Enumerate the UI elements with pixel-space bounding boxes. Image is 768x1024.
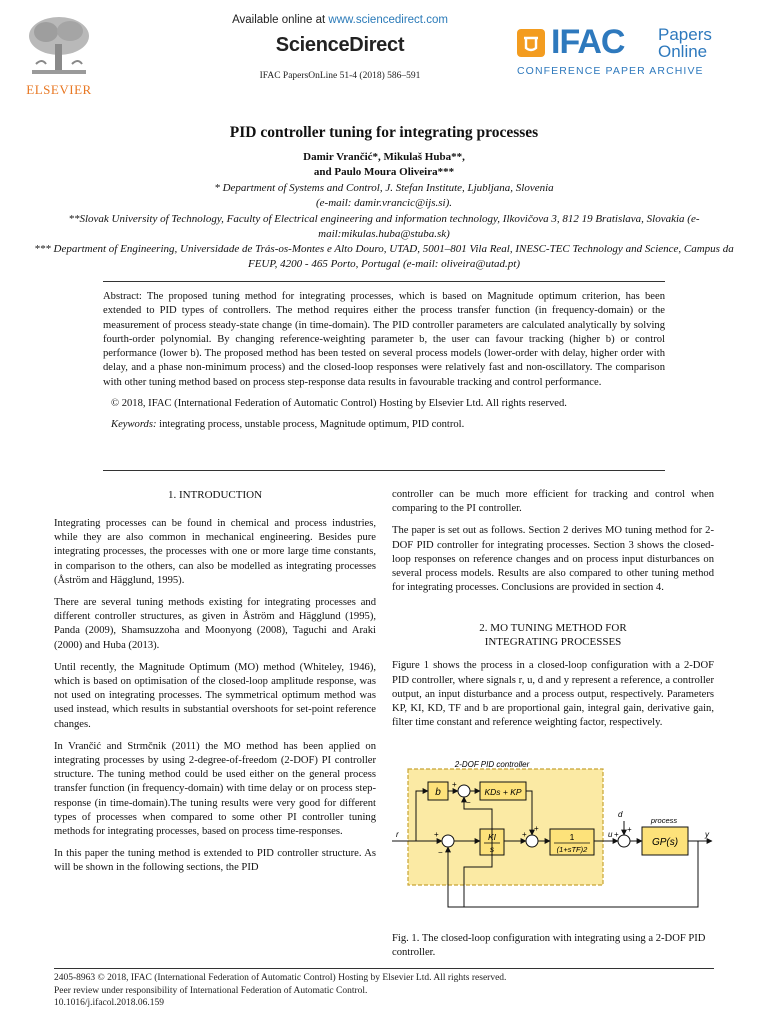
svg-text:+: +	[452, 780, 457, 789]
sum-junction-3	[526, 835, 538, 847]
abstract-copyright: © 2018, IFAC (International Federation of Automatic Control) Hosting by Elsevier Ltd. All rights reserved.	[111, 398, 567, 410]
abstract-text: Abstract: The proposed tuning method for integrating processes, which is based on Magnitude optimum criterion, has been extended to PID types of controllers. The method requires either the process transfer function (in frequency-domain) or the measurement of process steady-state change (in time-domain). The PID controller parameters are calculated analytically by solving fourth-order polynomial. By changing reference-weighting parameter b, the user can favour tracking (higher b) or control performance (lower b). The proposed method has been tested on several process models (lower-order with delay, higher order with delay, and a phase non-minimum process) and the closed-loop responses were relatively fast and non-oscillatory. The comparison with other tuning method based on process step-response data results in favourable tracking and control performance.	[103, 291, 665, 388]
ifac-wordmark: IFAC	[551, 23, 625, 61]
affiliation-3: *** Department of Engineering, Universidade de Trás-os-Montes e Alto Douro, UTAD, 5001–801 Vila Real, INESC-TEC Technology and Science, Campus da FEUP, 4200 - 465 Porto, Portugal (e-mail: oliveira@utad.pt)	[34, 243, 734, 271]
page-footer	[54, 968, 714, 1010]
right-paragraph-3: Figure 1 shows the process in a closed-loop configuration with a 2-DOF PID controller, where signals r, u, d and y represent a reference, a controller output, an input disturbance and a process output, respectively. Parameters KP, KI, KD, TF and b are proportional gain, integral gain, derivative gain, filter time constant and reference weighting factor, respectively.	[392, 660, 714, 729]
svg-text:−: −	[466, 798, 471, 807]
footer-copyright: 2405-8963 © 2018, IFAC (International Federation of Automatic Control) Hosting by Elsevier Ltd. All rights reserved.	[54, 973, 507, 983]
keywords-list: integrating process, unstable process, Magnitude optimum, PID control.	[156, 419, 465, 431]
available-online: Available online at www.sciencedirect.com	[232, 14, 448, 26]
footer-doi[interactable]: 10.1016/j.ifacol.2018.06.159	[54, 998, 165, 1008]
affiliation-1-email: (e-mail: damir.vrancic@ijs.si).	[316, 197, 452, 210]
ifac-archive: CONFERENCE PAPER ARCHIVE	[517, 65, 704, 77]
paper-title: PID controller tuning for integrating processes	[229, 124, 539, 141]
sum-junction-disturbance	[618, 835, 630, 847]
left-column	[54, 488, 376, 884]
process-block-label: GP(s)	[651, 837, 679, 848]
svg-text:+: +	[434, 830, 439, 839]
journal-citation: IFAC PapersOnLine 51-4 (2018) 586–591	[259, 71, 421, 81]
signal-u: u	[608, 830, 613, 839]
intro-paragraph-5: In this paper the tuning method is extended to PID controller structure. As will be shown in the following sections, the PID	[54, 848, 376, 874]
section-heading-introduction: 1. INTRODUCTION	[167, 489, 263, 501]
kp-kd-block-label: KDs + KP	[484, 787, 522, 797]
ki-block-num: KI	[487, 832, 497, 842]
process-label: process	[650, 816, 678, 825]
abstract-section	[103, 281, 665, 471]
figure-1-block-diagram	[392, 757, 714, 932]
intro-paragraph-2: There are several tuning methods existing for integrating processes and different controller structures, as given in Åström and Hägglund (1995), Panda (2009), Shamsuzzoha and Moonyong (2008), Taguchi and Araki (2000) and Huba (2013).	[54, 597, 376, 651]
sciencedirect-logo: ScienceDirect	[275, 34, 405, 56]
intro-paragraph-1: Integrating processes can be found in chemical and process industries, while they are also common in mechanical engineering. Besides pure integrating processes, the processes with one or more large time constants, in comparison to the others, can also be modelled as integrating processes (Åström and Hägglund, 1995).	[54, 518, 376, 586]
sum-junction-2	[442, 835, 454, 847]
svg-text:+: +	[534, 824, 539, 833]
section-heading-mo-tuning: 2. MO TUNING METHOD FOR INTEGRATING PROCESSES	[479, 622, 627, 649]
ifac-online: Online	[658, 42, 708, 61]
sciencedirect-link[interactable]: www.sciencedirect.com	[328, 14, 448, 26]
figure-1-caption: Fig. 1. The closed-loop configuration with integrating using a 2-DOF PID controller.	[392, 933, 706, 958]
right-paragraph-2: The paper is set out as follows. Section 2 derives MO tuning method for 2-DOF PID controller for integrating processes. Section 3 shows the closed-loop responses on reference changes and on process input disturbances on several process models. Results are also compared to other tuning method for integrating processes. Conclusions are provided in section 4.	[392, 525, 714, 594]
intro-paragraph-3: Until recently, the Magnitude Optimum (MO) method (Whiteley, 1946), which is based on optimisation of the closed-loop amplitude response, was not used on integrating processes. The symmetrical optimum method was used instead, which results in substantial overshoots for set-point reference changes.	[54, 661, 376, 730]
filter-block-den: (1+sTF)2	[556, 845, 588, 854]
authors-line-2: and Paulo Moura Oliveira***	[313, 166, 455, 178]
ifac-badge-icon	[517, 29, 545, 57]
b-block-label: b	[435, 787, 441, 798]
journal-header	[190, 14, 490, 81]
svg-text:+: +	[522, 830, 527, 839]
intro-paragraph-4: In Vrančić and Strmčnik (2011) the MO method has been applied on integrating processes by using 2-degree-of-freedom (2-DOF) PI controller structure. The tuning method could be used either on the general process transfer function (in frequency-domain) with time delay or on process step-response (in time-domain).The tuning results were very good for different types of processes when compared to some other PI controller tuning methods for integrating processes, based on process time-responses.	[54, 740, 376, 838]
svg-text:+: +	[627, 825, 632, 834]
right-column	[392, 488, 714, 738]
right-paragraph-1: controller can be much more efficient for tracking and control when comparing to the PI controller.	[392, 489, 714, 515]
signal-d: d	[618, 810, 623, 819]
signal-y: y	[705, 830, 709, 839]
svg-text:−: −	[438, 848, 443, 857]
filter-block-num: 1	[569, 832, 575, 842]
affiliation-2: **Slovak University of Technology, Faculty of Electrical engineering and information technology, Ilkovičova 3, 812 19 Bratislava, Slovakia (e-mail:mikulas.huba@stuba.sk)	[68, 212, 700, 240]
elsevier-wordmark: ELSEVIER	[26, 82, 92, 97]
paper-authors	[0, 150, 768, 180]
keywords-label: Keywords:	[111, 419, 157, 431]
authors-line-1: Damir Vrančić*, Mikulaš Huba**,	[303, 151, 465, 163]
ki-block-den: s	[489, 844, 495, 854]
keywords	[103, 418, 665, 432]
svg-text:+: +	[614, 830, 619, 839]
affiliations	[30, 181, 738, 273]
affiliation-1: * Department of Systems and Control, J. Stefan Institute, Ljubljana, Slovenia	[214, 182, 554, 194]
elsevier-logo	[22, 14, 96, 98]
elsevier-tree-icon	[24, 14, 94, 80]
sum-junction-1	[458, 785, 470, 797]
ifac-logo	[517, 22, 753, 82]
ifac-symbol-icon	[517, 29, 545, 57]
signal-r: r	[396, 830, 399, 839]
ifac-papers: Papers	[658, 25, 712, 44]
footer-peer-review: Peer review under responsibility of International Federation of Automatic Control.	[54, 985, 368, 996]
controller-box-label: 2-DOF PID controller	[454, 760, 530, 769]
